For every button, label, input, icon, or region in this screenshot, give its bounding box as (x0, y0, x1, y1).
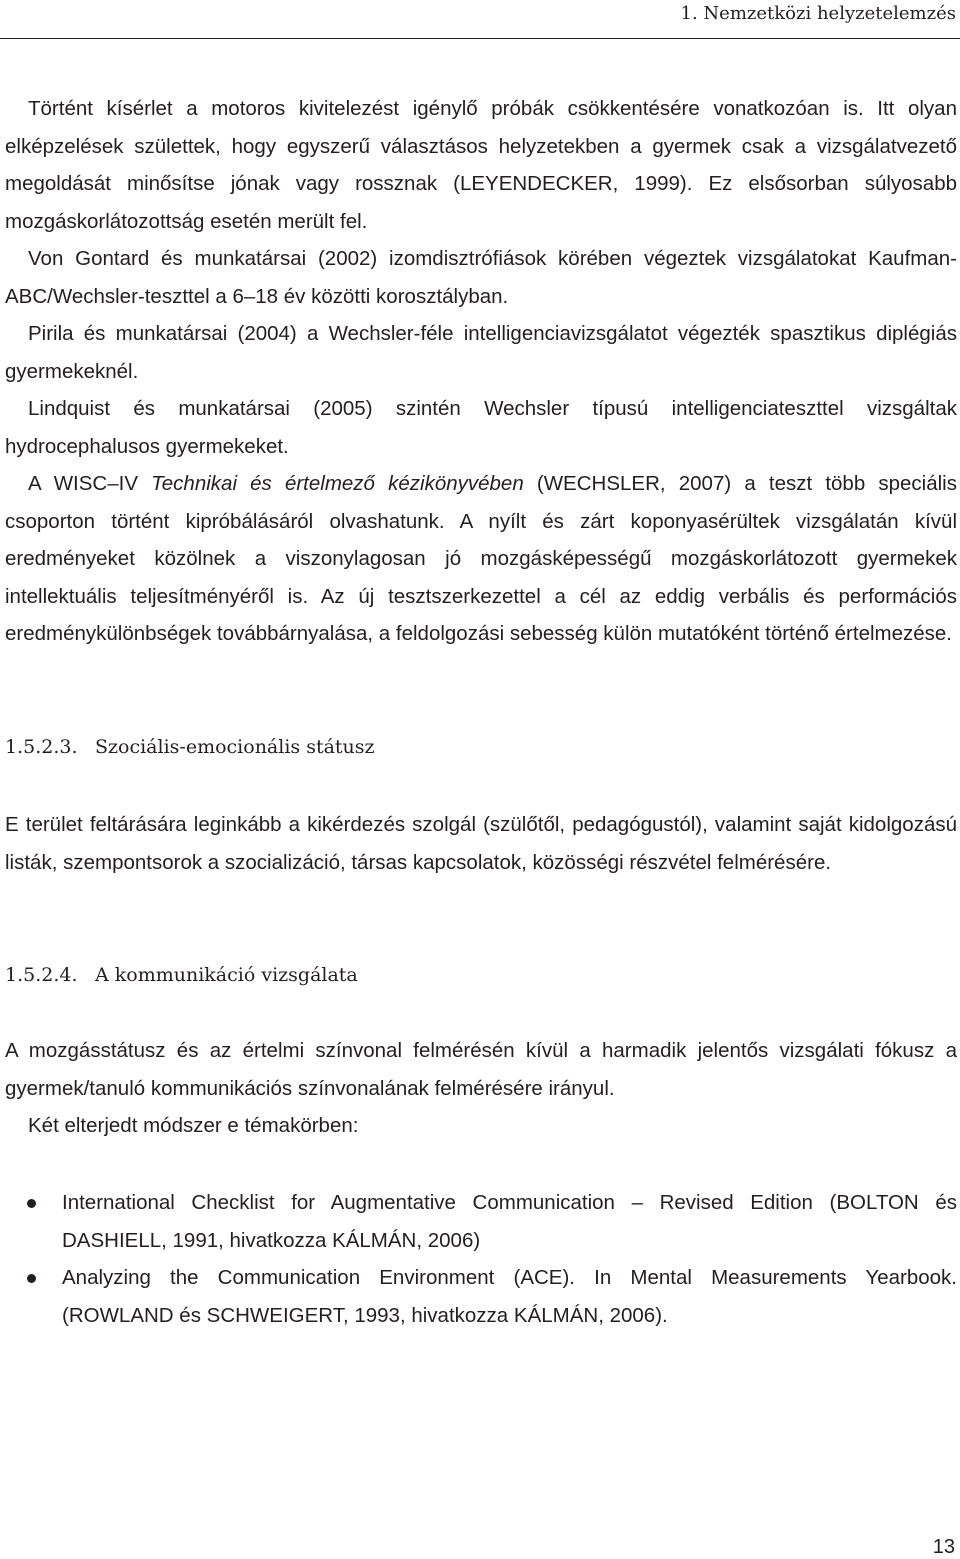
list-item (5, 1259, 957, 1334)
section-number: 1.5.2.3. (5, 736, 78, 758)
list-item-text: International Checklist for Augmentative Communication – Revised Edition (BOLTON és DASHIELL, 1991, hivatkozza KÁLMÁN, 2006) (62, 1191, 957, 1252)
italic-book-title: Technikai és értelmező kézikönyvében (151, 472, 524, 495)
section-number: 1.5.2.4. (5, 964, 78, 986)
section-heading (5, 964, 358, 986)
paragraph: Pirila és munkatársai (2004) a Wechsler-féle intelligenciavizsgálatot végezték spasztikus diplégiás gyermekeknél. (5, 322, 957, 383)
section-title: Szociális-emocionális státusz (95, 736, 375, 758)
paragraph-wisc (5, 465, 957, 653)
running-header-title: 1. Nemzetközi helyzetelemzés (680, 3, 956, 24)
paragraph: Von Gontard és munkatársai (2002) izomdisztrófiások körében végeztek vizsgálatokat Kaufman-ABC/Wechsler-teszttel a 6–18 év közötti korosztályban. (5, 247, 957, 308)
section-social-text (5, 806, 957, 881)
paragraph-intro: Két elterjedt módszer e témakörben: (28, 1114, 359, 1137)
section-title: A kommunikáció vizsgálata (95, 964, 358, 986)
list-item (5, 1184, 957, 1259)
bullet-icon (27, 1199, 36, 1208)
running-header (0, 0, 960, 39)
text-run: A WISC–IV (28, 472, 152, 495)
paragraph: Történt kísérlet a motoros kivitelezést igénylő próbák csökkentésére vonatkozóan is. Itt olyan elképzelések születtek, hogy egyszerű választásos helyzetekben a gyermek csak a vizsgálatvezető megoldását minősítse jónak vagy rossznak (LEYENDECKER, 1999). Ez elsősorban súlyosabb mozgáskorlátozottság esetén merült fel. (5, 97, 957, 233)
section-intro-text (5, 90, 957, 653)
paragraph: Lindquist és munkatársai (2005) szintén Wechsler típusú intelligenciateszttel vizsgáltak hydrocephalusos gyermekeket. (5, 397, 957, 458)
bullet-icon (27, 1274, 36, 1283)
paragraph: E terület feltárására leginkább a kikérdezés szolgál (szülőtől, pedagógustól), valamint saját kidolgozású listák, szempontsorok a szocializáció, társas kapcsolatok, közösségi részvétel felmérésére. (5, 813, 957, 874)
paragraph: A mozgásstátusz és az értelmi színvonal felmérésén kívül a harmadik jelentős vizsgálati fókusz a gyermek/tanuló kommunikációs színvonalának felmérésére irányul. (5, 1039, 957, 1100)
list-item-text: Analyzing the Communication Environment (ACE). In Mental Measurements Yearbook. (ROWLAND és SCHWEIGERT, 1993, hivatkozza KÁLMÁN, 2006). (62, 1266, 957, 1327)
section-heading (5, 736, 375, 758)
page-number: 13 (932, 1536, 955, 1558)
method-list (5, 1184, 957, 1334)
section-communication-text (5, 1032, 957, 1145)
text-run: (WECHSLER, 2007) a teszt több speciális csoporton történt kipróbálásáról olvashatunk. A nyílt és zárt koponyasérültek vizsgálatán kívül eredményeket közölnek a viszonylagosan jó mozgásképességű mozgáskorlátozott gyermekek intellektuális teljesítményéről is. Az új tesztszerkezettel a cél az eddig verbális és performációs eredménykülönbségek továbbárnyalása, a feldolgozási sebesség külön mutatóként történő értelmezése. (5, 472, 957, 645)
